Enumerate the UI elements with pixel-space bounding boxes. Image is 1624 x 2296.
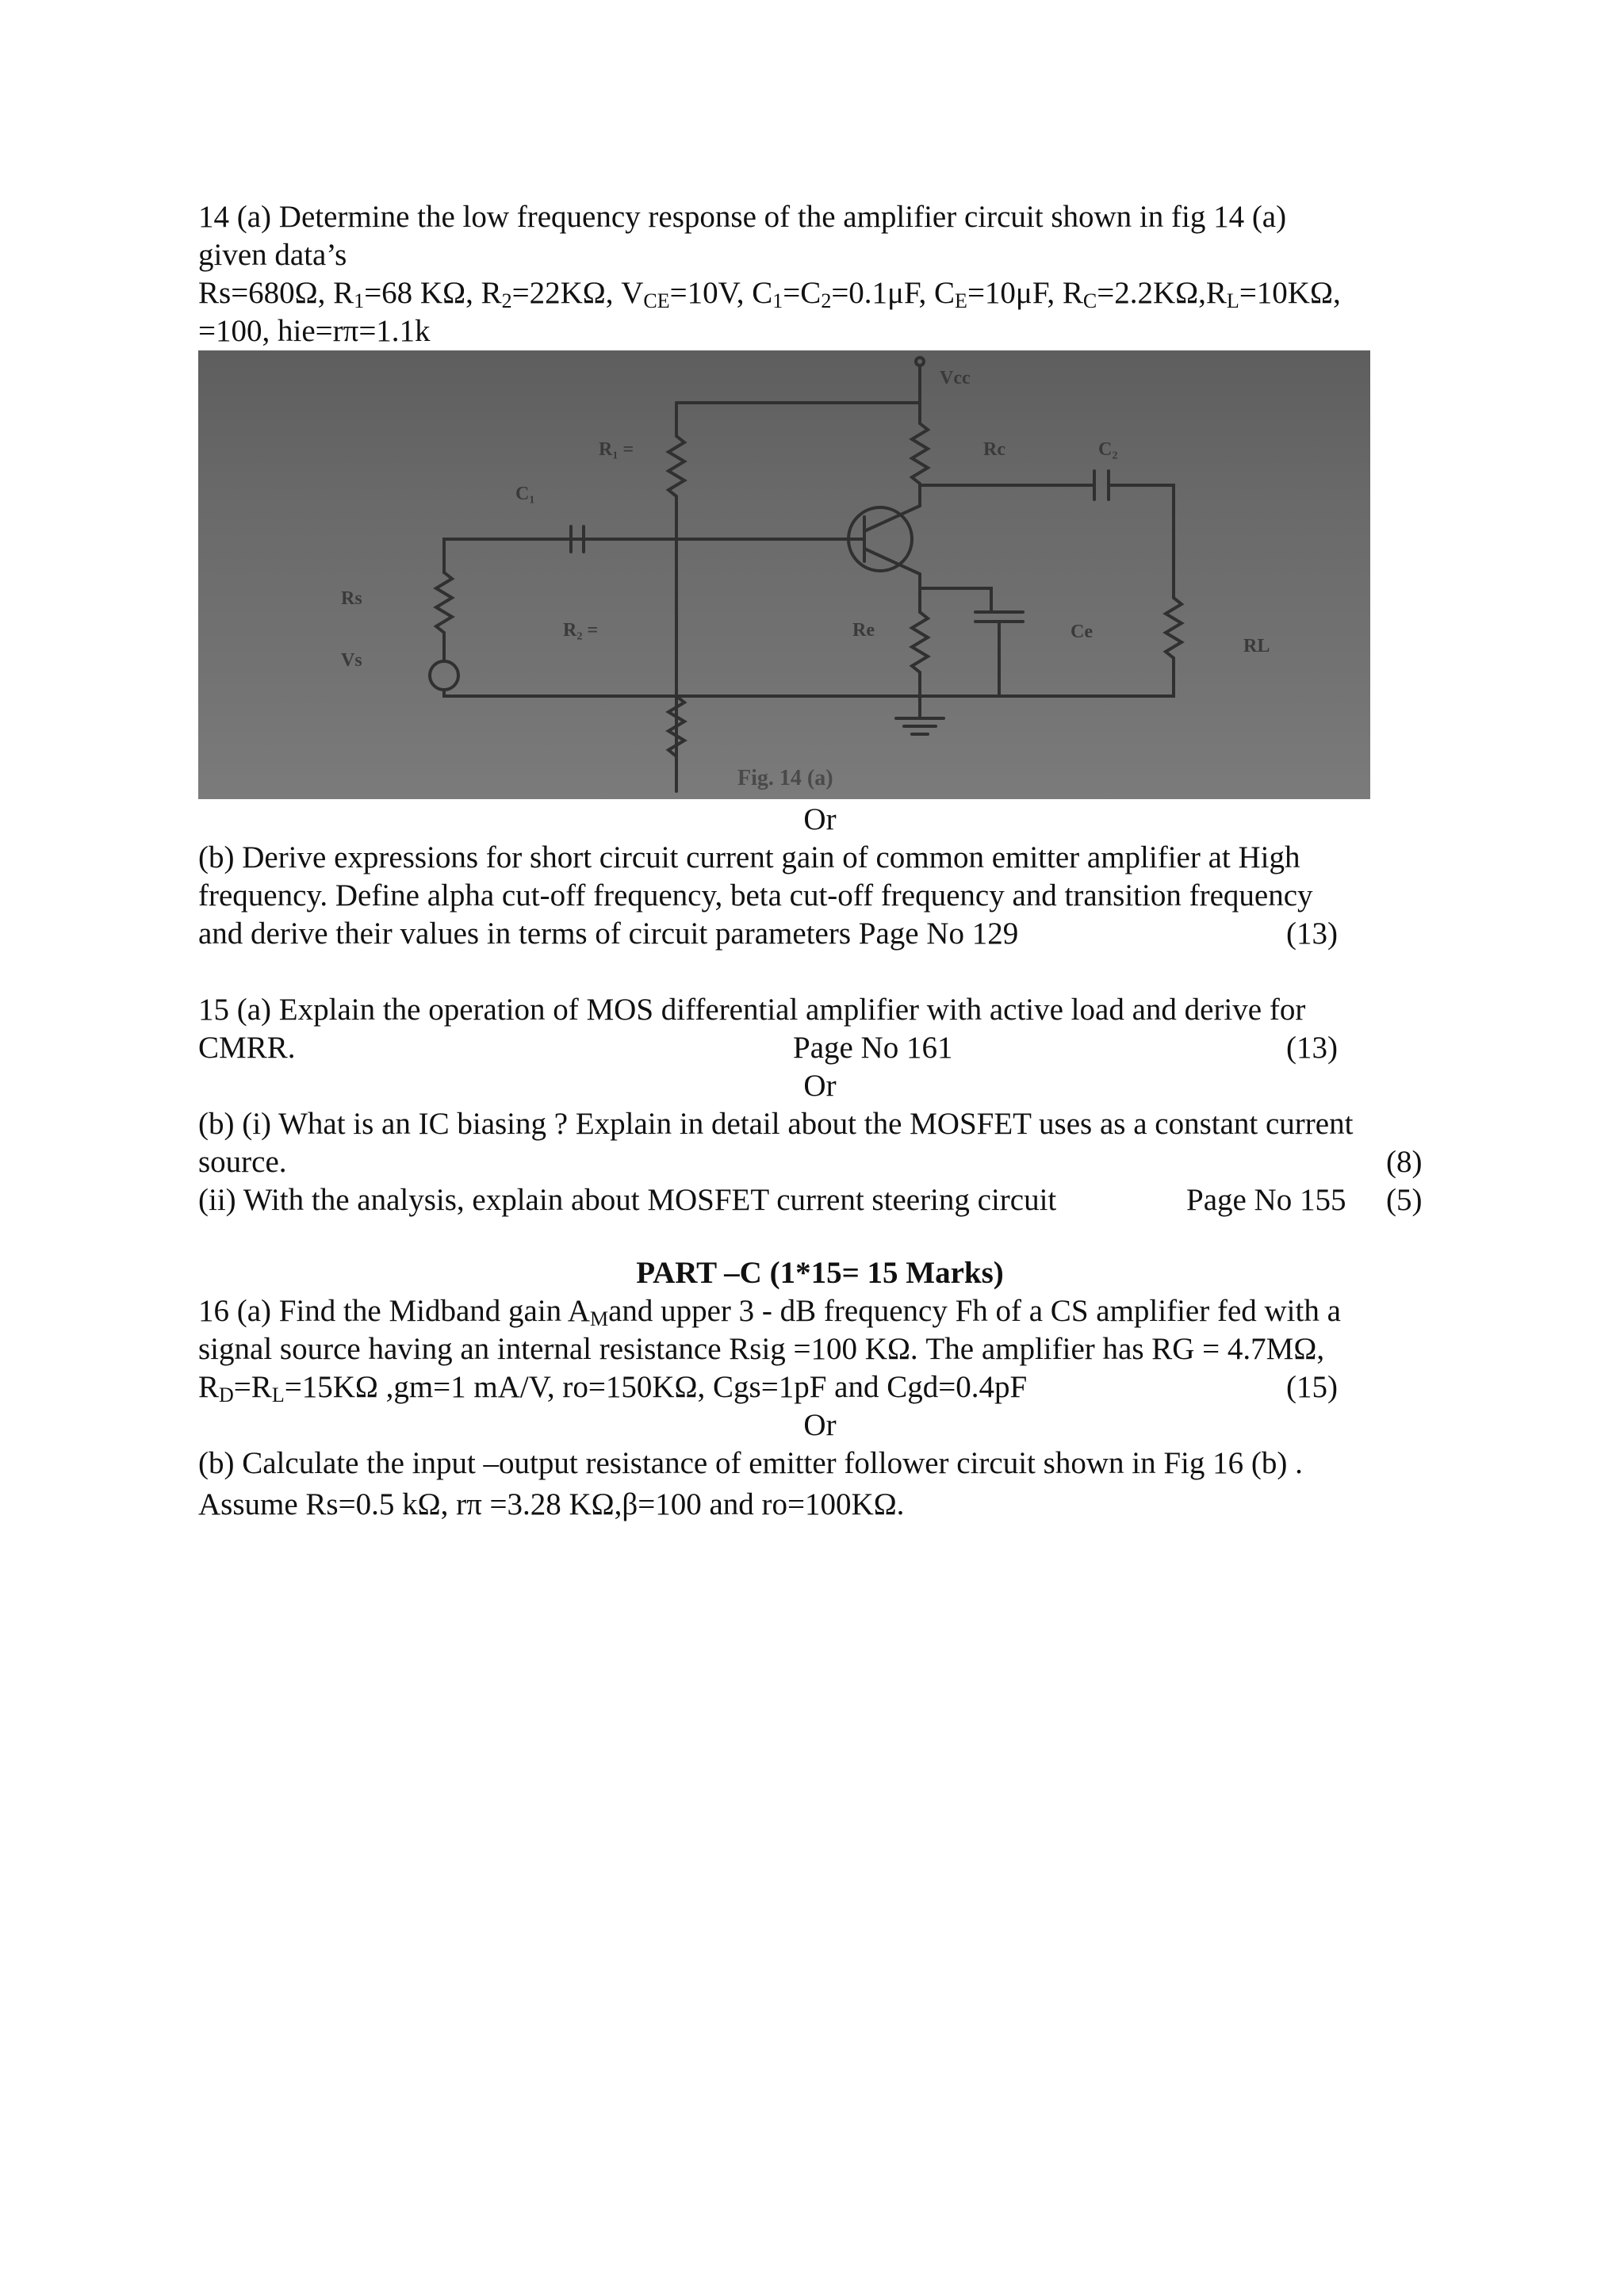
q14a-line-2: given data’s bbox=[198, 238, 347, 272]
q15a-line-1: 15 (a) Explain the operation of MOS differential amplifier with active load and derive for bbox=[198, 993, 1306, 1027]
q15b-line-3: (ii) With the analysis, explain about MOSFET current steering circuit bbox=[198, 1183, 1057, 1217]
q16a-line-1: 16 (a) Find the Midband gain $A_Mand$ upper 3 - dB frequency Fh of a CS amplifier fed with a bbox=[198, 1294, 1341, 1330]
base-input-path bbox=[444, 526, 864, 572]
circuit-diagram bbox=[198, 350, 1370, 799]
q15a-page-ref: Page No 161 bbox=[793, 1031, 953, 1065]
part-c-heading: PART –C (1*15= 15 Marks) bbox=[636, 1256, 1004, 1290]
circuit-figure-14a bbox=[198, 350, 1370, 799]
q14b-line-1: (b) Derive expressions for short circuit current gain of common emitter amplifier at High bbox=[198, 840, 1300, 874]
rl-resistor bbox=[1166, 598, 1182, 691]
ground-rail bbox=[444, 683, 1174, 696]
q16a-line-3: $R_D=R_L=15K\Omega$ ,gm=1 mA/V, ro=150KΩ, Cgs=1pF and Cgd=0.4pF bbox=[198, 1370, 1028, 1406]
vcc-rail bbox=[676, 365, 920, 403]
label-c1: C₁ bbox=[515, 484, 535, 504]
or-separator-14: Or bbox=[803, 802, 837, 836]
q15b-marks-i: (8) bbox=[1386, 1145, 1423, 1179]
q14b-line-2: frequency. Define alpha cut-off frequency, beta cut-off frequency and transition frequency bbox=[198, 878, 1313, 913]
label-vs: Vs bbox=[341, 650, 362, 671]
q14a-line-1: 14 (a) Determine the low frequency response of the amplifier circuit shown in fig 14 (a) bbox=[198, 200, 1287, 234]
label-vcc: Vcc bbox=[940, 368, 971, 388]
c2-output-path bbox=[920, 471, 1174, 598]
label-rc: Rc bbox=[983, 439, 1005, 460]
rs-resistor bbox=[436, 572, 452, 661]
q16b-line-1: (b) Calculate the input –output resistance of emitter follower circuit shown in Fig 16 (b) . bbox=[198, 1446, 1303, 1480]
or-separator-16: Or bbox=[803, 1408, 837, 1442]
emitter-network bbox=[912, 574, 1023, 696]
q14b-marks: (13) bbox=[1286, 916, 1338, 951]
figure-caption: Fig. 14 (a) bbox=[737, 766, 833, 790]
label-ce: Ce bbox=[1071, 622, 1093, 642]
label-r2: R₂ = bbox=[563, 620, 599, 641]
label-rl: RL bbox=[1243, 636, 1270, 656]
q15a-line-2: CMRR. bbox=[198, 1031, 296, 1065]
q14a-line-4: =100, hie=rπ=1.1k bbox=[198, 314, 431, 348]
q16a-line-2: signal source having an internal resistance Rsig =100 KΩ. The amplifier has RG = 4.7MΩ, bbox=[198, 1332, 1325, 1366]
q15b-marks-ii: (5) bbox=[1386, 1183, 1423, 1217]
label-r1: R₁ = bbox=[599, 439, 634, 460]
q15b-line-2: source. bbox=[198, 1145, 287, 1179]
label-c2: C₂ bbox=[1098, 439, 1118, 460]
q15b-page-ref: Page No 155 bbox=[1186, 1183, 1346, 1217]
q15a-marks: (13) bbox=[1286, 1031, 1338, 1065]
q15b-line-1: (b) (i) What is an IC biasing ? Explain in detail about the MOSFET uses as a constant current bbox=[198, 1107, 1354, 1141]
ground-icon bbox=[896, 696, 944, 734]
vs-source bbox=[430, 661, 458, 690]
q16b-line-2: Assume Rs=0.5 kΩ, rπ =3.28 KΩ,β=100 and ro=100KΩ. bbox=[198, 1487, 905, 1521]
q14a-given-data: Rs=680Ω, $R_1=68$ KΩ, $R_2=22K\Omega$, $V_{CE}=10V$, $C_1=C_2=0.1\mu F$, $C_E=10\mu F$, $R_C=2.2K\Omega,R_L=10K\Omega$, bbox=[198, 276, 1341, 312]
label-re: Re bbox=[852, 620, 875, 641]
q16a-marks: (15) bbox=[1286, 1370, 1338, 1404]
label-rs: Rs bbox=[341, 588, 362, 609]
rc-resistor bbox=[912, 403, 928, 506]
or-separator-15: Or bbox=[803, 1069, 837, 1103]
q14b-line-3: and derive their values in terms of circuit parameters Page No 129 bbox=[198, 916, 1019, 951]
